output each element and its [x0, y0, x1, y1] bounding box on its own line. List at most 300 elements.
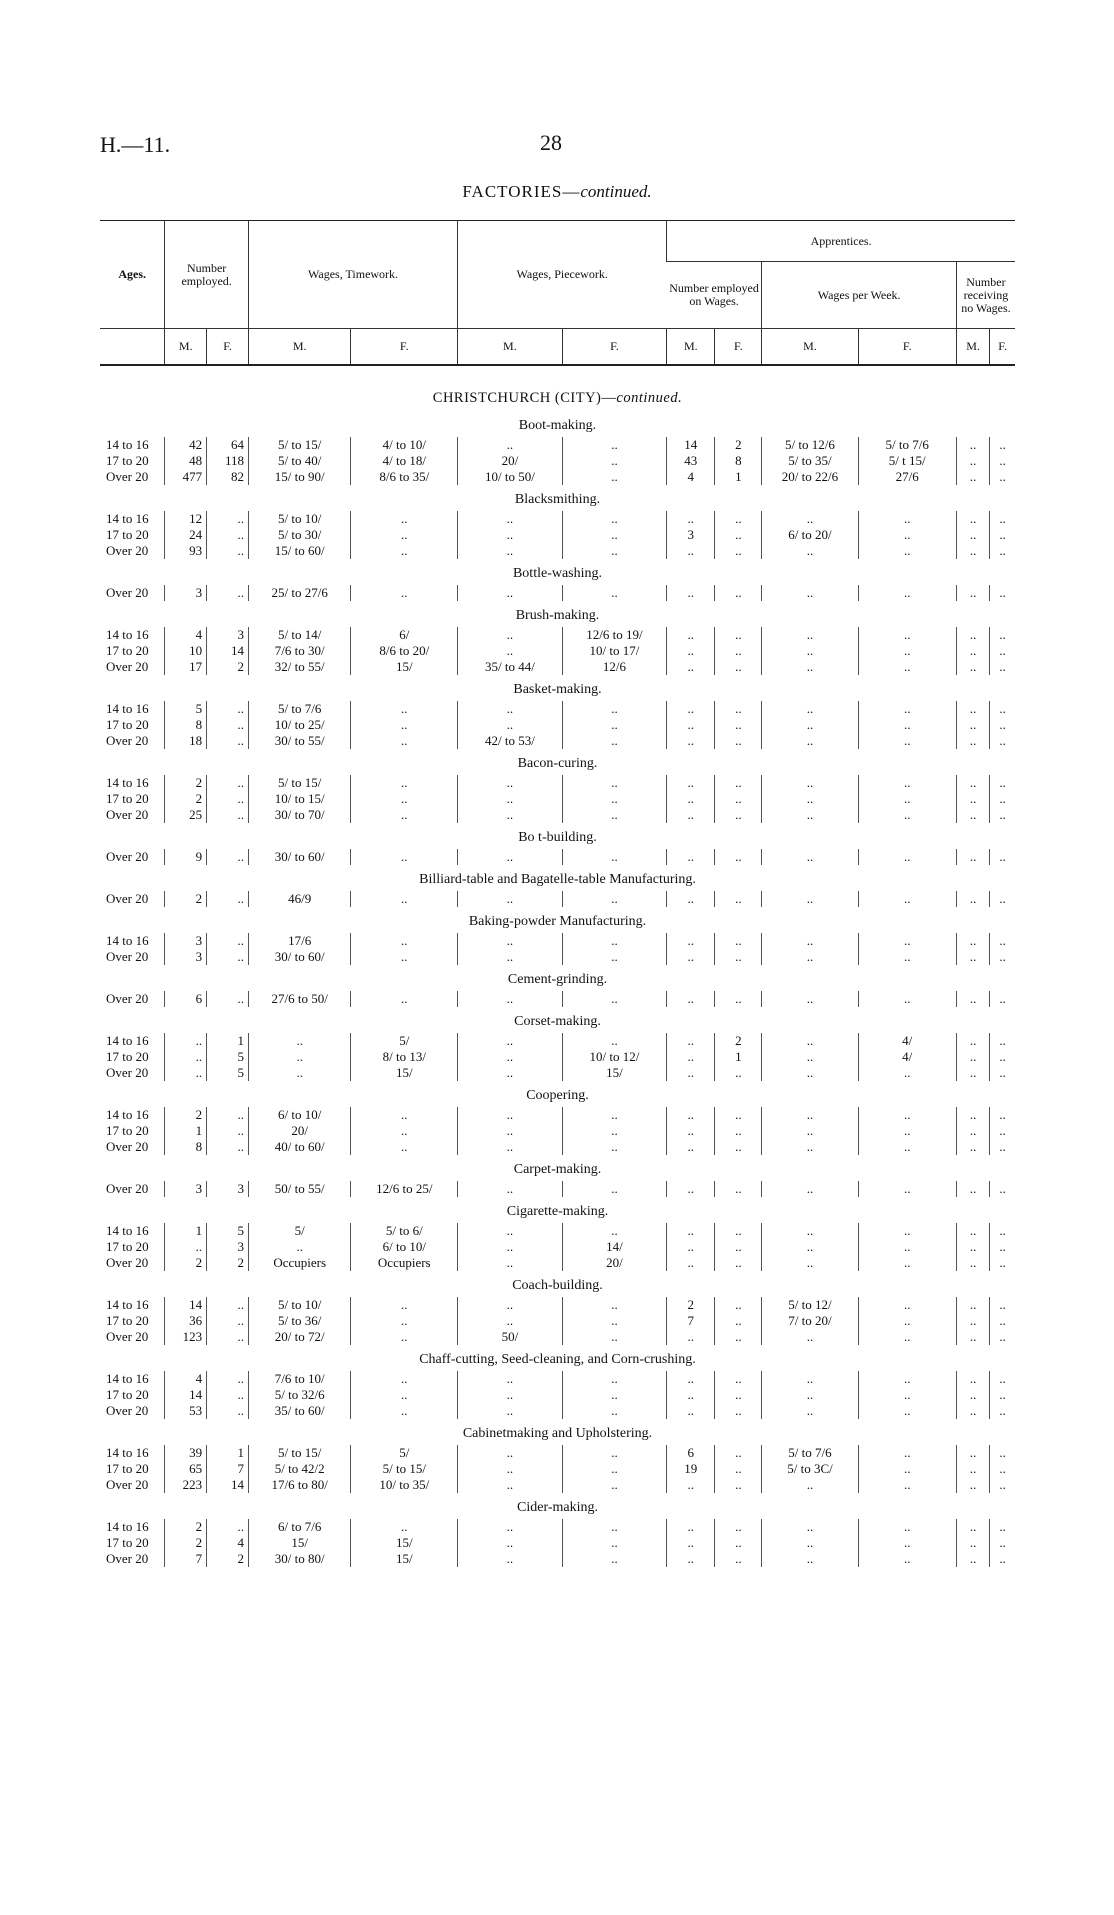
table-cell: ..	[667, 1123, 715, 1139]
table-cell: ..	[762, 791, 858, 807]
table-cell: 17	[165, 659, 207, 675]
industry-table	[100, 437, 1015, 485]
table-cell: ..	[207, 849, 249, 865]
table-cell: ..	[858, 949, 956, 965]
table-cell: ..	[207, 807, 249, 823]
table-cell: 7/6 to 30/	[248, 643, 350, 659]
table-cell: ..	[667, 659, 715, 675]
table-cell: 14	[165, 1297, 207, 1313]
table-cell: 14 to 16	[106, 511, 149, 526]
table-cell: ..	[762, 1223, 858, 1239]
table-cell: ..	[351, 1139, 458, 1155]
table-cell: ..	[956, 585, 989, 601]
table-cell: ..	[207, 1329, 249, 1345]
table-cell: ..	[990, 1313, 1015, 1329]
table-cell: ..	[956, 1297, 989, 1313]
table-cell: ..	[562, 1371, 667, 1387]
table-cell: 25/ to 27/6	[248, 585, 350, 601]
table-row	[100, 1329, 1015, 1345]
table-cell: ..	[762, 849, 858, 865]
table-cell: ..	[667, 1535, 715, 1551]
table-cell: ..	[207, 933, 249, 949]
table-cell: 2	[207, 1255, 249, 1271]
table-cell: ..	[667, 1371, 715, 1387]
table-cell: 2	[165, 891, 207, 907]
table-row	[100, 1445, 1015, 1461]
table-cell: 5/ to 12/	[762, 1297, 858, 1313]
table-cell: ..	[458, 585, 563, 601]
ages-subheader-blank	[100, 329, 165, 366]
table-cell: 64	[207, 437, 249, 453]
table-cell: ..	[990, 469, 1015, 485]
table-cell: ..	[562, 1403, 667, 1419]
table-cell: ..	[458, 775, 563, 791]
table-cell: 5/ to 30/	[248, 527, 350, 543]
table-cell: 5/ to 15/	[351, 1461, 458, 1477]
industry-table	[100, 775, 1015, 823]
table-cell: ..	[351, 949, 458, 965]
table-cell: ..	[165, 1239, 207, 1255]
table-cell: ..	[715, 1313, 762, 1329]
table-cell: ..	[858, 1313, 956, 1329]
table-cell: ..	[715, 585, 762, 601]
table-cell: 50/	[458, 1329, 563, 1345]
table-cell: ..	[562, 1107, 667, 1123]
table-cell: ..	[990, 453, 1015, 469]
table-cell: ..	[458, 1181, 563, 1197]
table-cell: Over 20	[106, 991, 149, 1006]
industry-table	[100, 891, 1015, 907]
table-cell: ..	[667, 1107, 715, 1123]
industry-heading: Brush-making.	[515, 608, 600, 623]
table-cell: ..	[458, 1123, 563, 1139]
table-cell: 15/	[351, 659, 458, 675]
table-cell: 4	[667, 469, 715, 485]
table-cell: 30/ to 80/	[248, 1551, 350, 1567]
table-cell: Occupiers	[351, 1255, 458, 1271]
table-cell: ..	[956, 469, 989, 485]
table-cell: ..	[956, 849, 989, 865]
table-cell: ..	[165, 1049, 207, 1065]
table-cell: Over 20	[106, 733, 149, 748]
table-cell: ..	[715, 659, 762, 675]
table-row	[100, 543, 1015, 559]
table-cell: ..	[956, 511, 989, 527]
table-row	[100, 1387, 1015, 1403]
table-cell: Over 20	[106, 1551, 149, 1566]
table-cell: 3	[165, 585, 207, 601]
table-cell: ..	[165, 1065, 207, 1081]
table-cell: ..	[667, 1329, 715, 1345]
table-cell: 8	[165, 1139, 207, 1155]
sub-m: M.	[165, 329, 207, 366]
table-cell: ..	[762, 1387, 858, 1403]
industry-table	[100, 849, 1015, 865]
table-cell: ..	[207, 511, 249, 527]
table-cell: 39	[165, 1445, 207, 1461]
table-cell: ..	[207, 1313, 249, 1329]
table-row	[100, 717, 1015, 733]
table-cell: ..	[351, 849, 458, 865]
table-cell: ..	[667, 1223, 715, 1239]
table-cell: ..	[562, 543, 667, 559]
table-cell: Over 20	[106, 659, 149, 674]
table-cell: 5/	[351, 1033, 458, 1049]
table-cell: ..	[990, 1477, 1015, 1493]
table-cell: 48	[165, 453, 207, 469]
table-cell: ..	[458, 849, 563, 865]
industry-heading: Carpet-making.	[513, 1162, 602, 1177]
table-cell: 2	[165, 775, 207, 791]
table-cell: ..	[715, 949, 762, 965]
table-cell: ..	[667, 1239, 715, 1255]
table-cell: ..	[458, 1223, 563, 1239]
table-cell: ..	[562, 1297, 667, 1313]
table-cell: ..	[207, 543, 249, 559]
table-cell: ..	[562, 1535, 667, 1551]
table-cell: 2	[207, 1551, 249, 1567]
table-cell: 5/ to 3C/	[762, 1461, 858, 1477]
table-cell: ..	[667, 1477, 715, 1493]
table-row	[100, 527, 1015, 543]
sub-f: F.	[715, 329, 762, 366]
table-cell: ..	[458, 891, 563, 907]
table-cell: ..	[956, 1139, 989, 1155]
table-cell: ..	[715, 1551, 762, 1567]
table-cell: 3	[165, 1181, 207, 1197]
table-cell: 43	[667, 453, 715, 469]
table-cell: 10/ to 25/	[248, 717, 350, 733]
industry-table	[100, 701, 1015, 749]
table-cell: ..	[715, 1329, 762, 1345]
table-cell: ..	[990, 1049, 1015, 1065]
industry-table	[100, 1445, 1015, 1493]
table-cell: 17 to 20	[106, 1123, 149, 1138]
table-row	[100, 775, 1015, 791]
table-cell: ..	[956, 949, 989, 965]
table-cell: 1	[165, 1223, 207, 1239]
industry-table	[100, 1297, 1015, 1345]
table-cell: ..	[990, 1297, 1015, 1313]
table-cell: ..	[858, 643, 956, 659]
table-row	[100, 1371, 1015, 1387]
table-cell: ..	[858, 1387, 956, 1403]
table-cell: ..	[351, 701, 458, 717]
table-cell: ..	[762, 949, 858, 965]
table-cell: ..	[351, 891, 458, 907]
table-cell: 30/ to 55/	[248, 733, 350, 749]
table-cell: 3	[165, 933, 207, 949]
table-cell: ..	[562, 1387, 667, 1403]
apprentices-header: Apprentices.	[667, 221, 1015, 262]
table-cell: 10/ to 12/	[562, 1049, 667, 1065]
table-cell: Over 20	[106, 469, 149, 484]
table-cell: 2	[165, 1519, 207, 1535]
table-cell: 17 to 20	[106, 717, 149, 732]
table-cell: ..	[667, 643, 715, 659]
table-cell: ..	[458, 1107, 563, 1123]
table-cell: ..	[458, 807, 563, 823]
table-cell: ..	[207, 1107, 249, 1123]
table-cell: ..	[956, 1107, 989, 1123]
table-cell: ..	[562, 1551, 667, 1567]
table-cell: ..	[956, 1181, 989, 1197]
table-cell: ..	[458, 717, 563, 733]
table-cell: ..	[562, 849, 667, 865]
table-cell: 8/6 to 20/	[351, 643, 458, 659]
table-cell: ..	[990, 1445, 1015, 1461]
table-cell: ..	[667, 543, 715, 559]
sub-m: M.	[667, 329, 715, 366]
table-cell: ..	[458, 1065, 563, 1081]
table-cell: ..	[990, 807, 1015, 823]
table-cell: 15/	[351, 1535, 458, 1551]
table-cell: ..	[458, 627, 563, 643]
table-cell: Over 20	[106, 1181, 149, 1196]
table-cell: ..	[715, 1371, 762, 1387]
table-cell: 17 to 20	[106, 1535, 149, 1550]
industry-heading: Cider-making.	[517, 1500, 598, 1515]
table-cell: ..	[351, 717, 458, 733]
table-cell: ..	[956, 933, 989, 949]
table-cell: 5	[207, 1049, 249, 1065]
table-cell: 5/ to 32/6	[248, 1387, 350, 1403]
table-cell: ..	[667, 1181, 715, 1197]
sub-m: M.	[956, 329, 989, 366]
table-cell: ..	[667, 849, 715, 865]
table-cell: 3	[207, 627, 249, 643]
table-cell: 9	[165, 849, 207, 865]
table-cell: ..	[667, 1551, 715, 1567]
table-cell: ..	[715, 1477, 762, 1493]
table-cell: 15/	[562, 1065, 667, 1081]
table-cell: 2	[165, 1255, 207, 1271]
table-cell: ..	[990, 1033, 1015, 1049]
table-cell: ..	[458, 991, 563, 1007]
table-cell: ..	[762, 585, 858, 601]
table-cell: ..	[715, 991, 762, 1007]
table-cell: ..	[667, 627, 715, 643]
table-row	[100, 469, 1015, 485]
table-cell: ..	[858, 1139, 956, 1155]
table-row	[100, 891, 1015, 907]
table-cell: ..	[762, 701, 858, 717]
table-cell: ..	[667, 717, 715, 733]
table-cell: ..	[956, 733, 989, 749]
table-cell: ..	[858, 807, 956, 823]
table-cell: 5/ t 15/	[858, 453, 956, 469]
table-cell: ..	[715, 1181, 762, 1197]
table-cell: 20/	[562, 1255, 667, 1271]
wages-piecework-header: Wages, Piecework.	[458, 221, 667, 329]
table-cell: ..	[762, 1123, 858, 1139]
table-cell: ..	[458, 1033, 563, 1049]
table-cell: 30/ to 60/	[248, 949, 350, 965]
table-cell: ..	[762, 933, 858, 949]
table-row	[100, 1403, 1015, 1419]
table-cell: ..	[858, 1477, 956, 1493]
table-cell: ..	[990, 527, 1015, 543]
table-cell: ..	[351, 775, 458, 791]
table-cell: ..	[715, 1123, 762, 1139]
sections-container	[100, 415, 1015, 1567]
table-cell: ..	[715, 1065, 762, 1081]
sub-f: F.	[351, 329, 458, 366]
table-row	[100, 1139, 1015, 1155]
table-cell: ..	[207, 717, 249, 733]
table-cell: ..	[458, 949, 563, 965]
table-cell: 1	[715, 1049, 762, 1065]
table-cell: 223	[165, 1477, 207, 1493]
table-cell: ..	[562, 991, 667, 1007]
table-cell: ..	[351, 1107, 458, 1123]
sub-f: F.	[207, 329, 249, 366]
table-cell: ..	[458, 1239, 563, 1255]
table-cell: ..	[562, 791, 667, 807]
table-cell: 5/ to 7/6	[248, 701, 350, 717]
table-cell: 8/6 to 35/	[351, 469, 458, 485]
sub-f: F.	[858, 329, 956, 366]
table-cell: ..	[762, 1519, 858, 1535]
table-cell: ..	[762, 1477, 858, 1493]
table-cell: ..	[990, 933, 1015, 949]
table-cell: ..	[990, 1181, 1015, 1197]
table-cell: ..	[990, 585, 1015, 601]
table-cell: 5/ to 15/	[248, 437, 350, 453]
table-cell: ..	[562, 585, 667, 601]
table-cell: ..	[956, 991, 989, 1007]
table-cell: 14 to 16	[106, 701, 149, 716]
table-cell: ..	[990, 733, 1015, 749]
table-cell: 14 to 16	[106, 1033, 149, 1048]
table-cell: 5/ to 6/	[351, 1223, 458, 1239]
industry-table	[100, 1033, 1015, 1081]
table-cell: 14 to 16	[106, 1445, 149, 1460]
table-row	[100, 1065, 1015, 1081]
table-cell: ..	[351, 543, 458, 559]
table-cell: 40/ to 60/	[248, 1139, 350, 1155]
table-cell: ..	[715, 701, 762, 717]
table-row	[100, 733, 1015, 749]
industry-heading: Blacksmithing.	[514, 492, 601, 507]
page-title	[0, 182, 1114, 202]
sub-m: M.	[762, 329, 858, 366]
industry-heading: Bo t-building.	[518, 830, 597, 845]
sub-f: F.	[990, 329, 1015, 366]
table-cell: ..	[562, 717, 667, 733]
table-cell: ..	[715, 627, 762, 643]
table-cell: 82	[207, 469, 249, 485]
table-cell: ..	[990, 849, 1015, 865]
table-cell: ..	[715, 1535, 762, 1551]
table-cell: Over 20	[106, 1065, 149, 1080]
table-cell: ..	[207, 775, 249, 791]
table-cell: 3	[207, 1181, 249, 1197]
table-cell: ..	[956, 627, 989, 643]
table-cell: ..	[858, 1297, 956, 1313]
table-cell: 118	[207, 453, 249, 469]
table-cell: ..	[351, 1329, 458, 1345]
table-cell: ..	[715, 1445, 762, 1461]
table-cell: ..	[762, 891, 858, 907]
table-cell: ..	[858, 1445, 956, 1461]
table-cell: 4	[207, 1535, 249, 1551]
table-cell: ..	[458, 1387, 563, 1403]
table-cell: ..	[351, 1519, 458, 1535]
table-cell: 17 to 20	[106, 1239, 149, 1254]
table-cell: ..	[458, 1297, 563, 1313]
table-cell: ..	[207, 701, 249, 717]
table-cell: ..	[248, 1049, 350, 1065]
table-cell: ..	[990, 1065, 1015, 1081]
table-cell: ..	[207, 1387, 249, 1403]
table-cell: 6/ to 10/	[248, 1107, 350, 1123]
table-cell: ..	[351, 527, 458, 543]
table-cell: 5/ to 15/	[248, 775, 350, 791]
table-cell: ..	[458, 1255, 563, 1271]
table-cell: ..	[990, 949, 1015, 965]
table-cell: 35/ to 44/	[458, 659, 563, 675]
industry-heading: Cigarette-making.	[506, 1204, 609, 1219]
table-cell: ..	[207, 1371, 249, 1387]
table-cell: ..	[858, 1403, 956, 1419]
table-cell: 5/ to 42/2	[248, 1461, 350, 1477]
table-cell: ..	[858, 1329, 956, 1345]
table-cell: 53	[165, 1403, 207, 1419]
table-cell: ..	[956, 701, 989, 717]
table-row	[100, 701, 1015, 717]
table-cell: 3	[667, 527, 715, 543]
table-cell: 15/ to 60/	[248, 543, 350, 559]
industry-heading: Boot-making.	[518, 418, 597, 433]
table-cell: 14 to 16	[106, 437, 149, 452]
table-cell: 7/ to 20/	[762, 1313, 858, 1329]
table-cell: ..	[990, 1139, 1015, 1155]
table-cell: ..	[458, 543, 563, 559]
table-cell: ..	[762, 1139, 858, 1155]
table-cell: ..	[351, 1403, 458, 1419]
table-cell: ..	[990, 1387, 1015, 1403]
table-cell: 10/ to 35/	[351, 1477, 458, 1493]
table-row	[100, 849, 1015, 865]
table-cell: ..	[562, 1445, 667, 1461]
table-cell: ..	[458, 1049, 563, 1065]
table-cell: 2	[165, 1107, 207, 1123]
table-cell: 7	[165, 1551, 207, 1567]
table-cell: ..	[562, 527, 667, 543]
table-cell: ..	[990, 437, 1015, 453]
table-cell: ..	[562, 807, 667, 823]
table-cell: 7	[667, 1313, 715, 1329]
table-cell: ..	[458, 527, 563, 543]
table-cell: ..	[858, 1223, 956, 1239]
table-row	[100, 437, 1015, 453]
table-cell: ..	[458, 1139, 563, 1155]
table-cell: 15/	[351, 1551, 458, 1567]
industry-table	[100, 585, 1015, 601]
table-row	[100, 1477, 1015, 1493]
table-cell: ..	[858, 1065, 956, 1081]
industry-heading: Bottle-washing.	[512, 566, 603, 581]
table-cell: 15/ to 90/	[248, 469, 350, 485]
table-cell: ..	[351, 585, 458, 601]
table-cell: 10/ to 15/	[248, 791, 350, 807]
table-cell: 5/ to 15/	[248, 1445, 350, 1461]
table-cell: ..	[165, 1033, 207, 1049]
table-cell: 6/ to 7/6	[248, 1519, 350, 1535]
table-cell: ..	[858, 891, 956, 907]
industry-heading: Cabinetmaking and Upholstering.	[462, 1426, 653, 1441]
